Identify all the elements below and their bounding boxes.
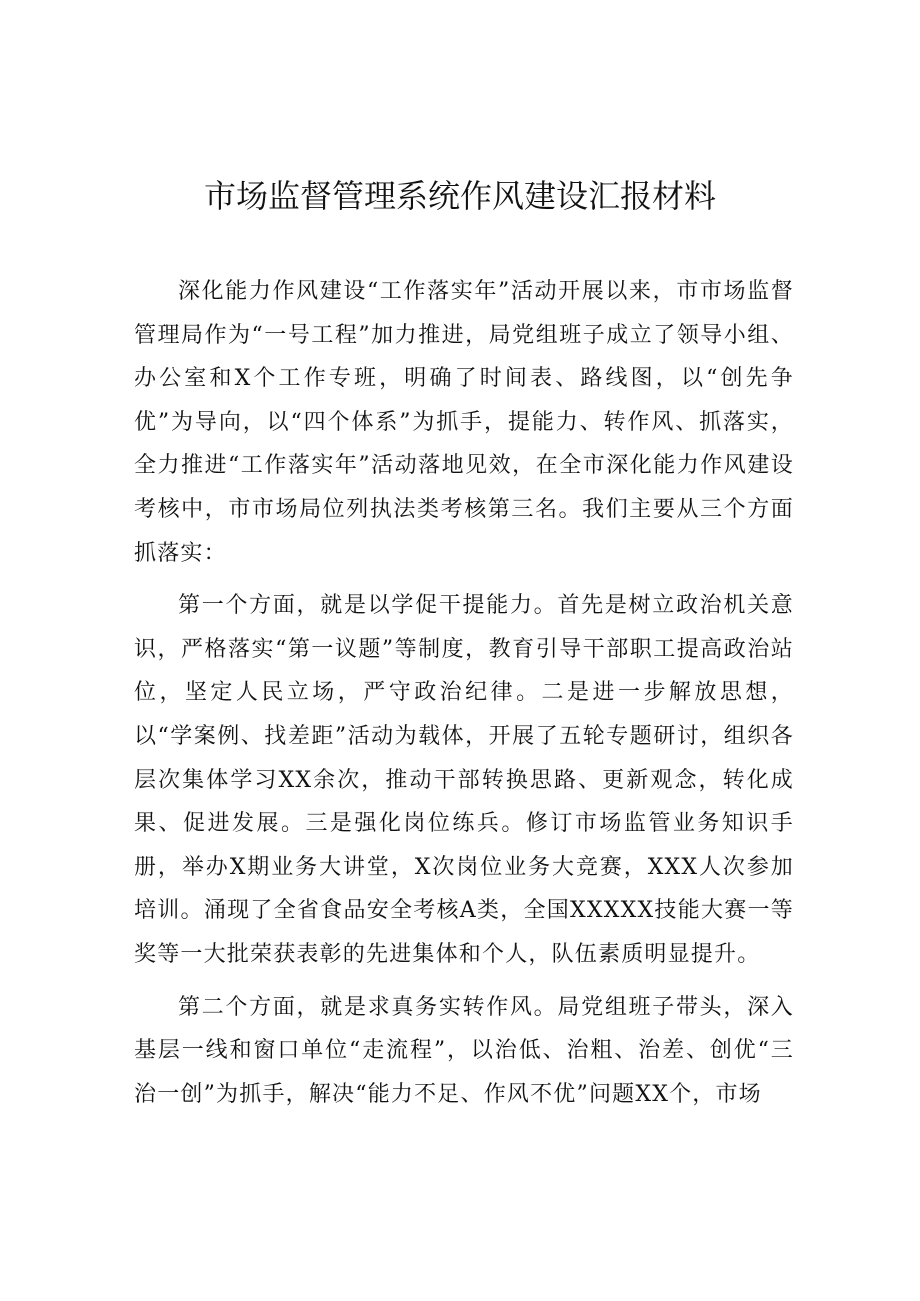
- paragraph-second-aspect: 第二个方面，就是求真务实转作风。局党组班子带头，深入基层一线和窗口单位“走流程”，以治低、治粗、治差、创优“三治一创”为抓手，解决“能力不足、作风不优”问题XX个，市场: [134, 994, 794, 1107]
- paragraph-first-aspect: 第一个方面，就是以学促干提能力。首先是树立政治机关意识，严格落实“第一议题”等制度，教育引导干部职工提高政治站位，坚定人民立场，严守政治纪律。二是进一步解放思想，以“学案例、找差距”活动为载体，开展了五轮专题研讨，组织各层次集体学习XX余次，推动干部转换思路、更新观念，转化成果、促进发展。三是强化岗位练兵。修订市场监管业务知识手册，举办X期业务大讲堂，X次岗位业务大竞赛，XXX人次参加培训。涌现了全省食品安全考核A类，全国XXXXX技能大赛一等奖等一大批荣获表彰的先进集体和个人，队伍素质明显提升。: [134, 593, 794, 967]
- document-body: [134, 270, 794, 1125]
- document-title: 市场监督管理系统作风建设汇报材料: [203, 177, 716, 215]
- paragraph-intro: 深化能力作风建设“工作落实年”活动开展以来，市市场监督管理局作为“一号工程”加力推进，局党组班子成立了领导小组、办公室和X个工作专班，明确了时间表、路线图，以“创先争优”为导向，以“四个体系”为抓手，提能力、转作风、抓落实，全力推进“工作落实年”活动落地见效，在全市深化能力作风建设考核中，市市场局位列执法类考核第三名。我们主要从三个方面抓落实：: [134, 279, 794, 566]
